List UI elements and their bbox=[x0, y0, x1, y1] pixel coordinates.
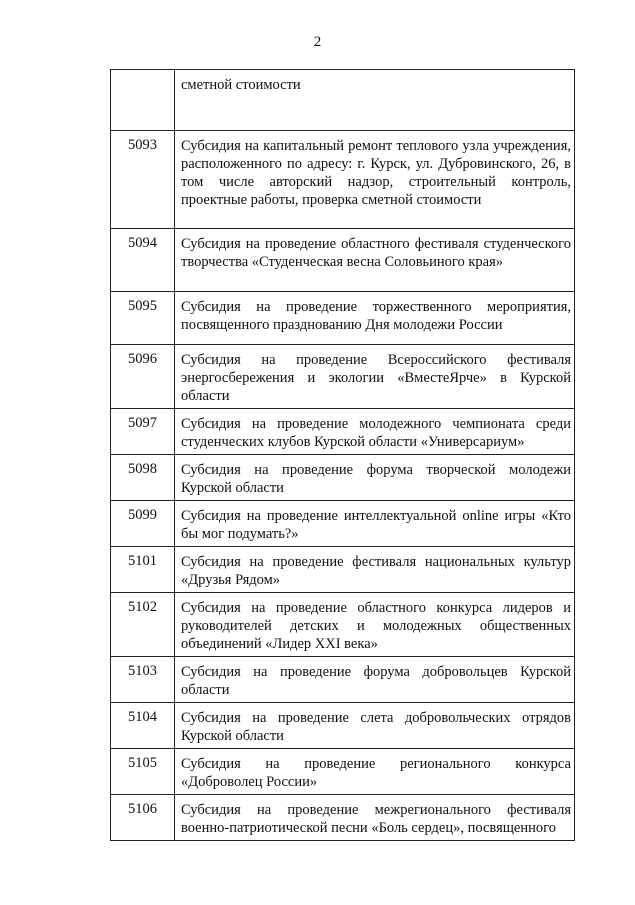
row-code: 5101 bbox=[111, 547, 175, 593]
row-description: Субсидия на проведение областного фестиваля студенческого творчества «Студенческая весна Соловьиного края» bbox=[175, 229, 575, 292]
row-description: Субсидия на проведение торжественного мероприятия, посвященного празднованию Дня молодежи России bbox=[175, 292, 575, 345]
table-row bbox=[111, 501, 575, 547]
row-description: Субсидия на капитальный ремонт теплового узла учреждения, расположенного по адресу: г. Курск, ул. Дубровинского, 26, в том числе авторский надзор, строительный контроль, проектные работы, проверка сметной стоимости bbox=[175, 131, 575, 229]
row-code: 5099 bbox=[111, 501, 175, 547]
table-row bbox=[111, 547, 575, 593]
row-description: Субсидия на проведение Всероссийского фестиваля энергосбережения и экологии «ВместеЯрче» в Курской области bbox=[175, 345, 575, 409]
table-row bbox=[111, 455, 575, 501]
row-description: Субсидия на проведение слета добровольческих отрядов Курской области bbox=[175, 703, 575, 749]
table-row bbox=[111, 657, 575, 703]
row-code: 5093 bbox=[111, 131, 175, 229]
budget-codes-table bbox=[110, 69, 575, 841]
row-code: 5098 bbox=[111, 455, 175, 501]
row-code: 5094 bbox=[111, 229, 175, 292]
table-row bbox=[111, 749, 575, 795]
table-row bbox=[111, 593, 575, 657]
row-description: Субсидия на проведение фестиваля национальных культур «Друзья Рядом» bbox=[175, 547, 575, 593]
table-row bbox=[111, 409, 575, 455]
row-code: 5103 bbox=[111, 657, 175, 703]
row-code: 5106 bbox=[111, 795, 175, 841]
row-description: Субсидия на проведение молодежного чемпионата среди студенческих клубов Курской области «Универсариум» bbox=[175, 409, 575, 455]
table-row bbox=[111, 131, 575, 229]
row-code: 5097 bbox=[111, 409, 175, 455]
table-row bbox=[111, 292, 575, 345]
row-description: сметной стоимости bbox=[175, 70, 575, 131]
row-description: Субсидия на проведение областного конкурса лидеров и руководителей детских и молодежных общественных объединений «Лидер XXI века» bbox=[175, 593, 575, 657]
table-row bbox=[111, 703, 575, 749]
table-row bbox=[111, 795, 575, 841]
row-description: Субсидия на проведение межрегионального фестиваля военно-патриотической песни «Боль сердец», посвященного bbox=[175, 795, 575, 841]
table-row bbox=[111, 229, 575, 292]
row-code: 5095 bbox=[111, 292, 175, 345]
row-description: Субсидия на проведение интеллектуальной online игры «Кто бы мог подумать?» bbox=[175, 501, 575, 547]
row-code: 5104 bbox=[111, 703, 175, 749]
row-description: Субсидия на проведение регионального конкурса «Доброволец России» bbox=[175, 749, 575, 795]
row-description: Субсидия на проведение форума добровольцев Курской области bbox=[175, 657, 575, 703]
table-row bbox=[111, 70, 575, 131]
table-row bbox=[111, 345, 575, 409]
row-code: 5105 bbox=[111, 749, 175, 795]
page-number: 2 bbox=[313, 34, 322, 50]
row-code: 5102 bbox=[111, 593, 175, 657]
row-code: 5096 bbox=[111, 345, 175, 409]
row-code bbox=[111, 70, 175, 131]
row-description: Субсидия на проведение форума творческой молодежи Курской области bbox=[175, 455, 575, 501]
